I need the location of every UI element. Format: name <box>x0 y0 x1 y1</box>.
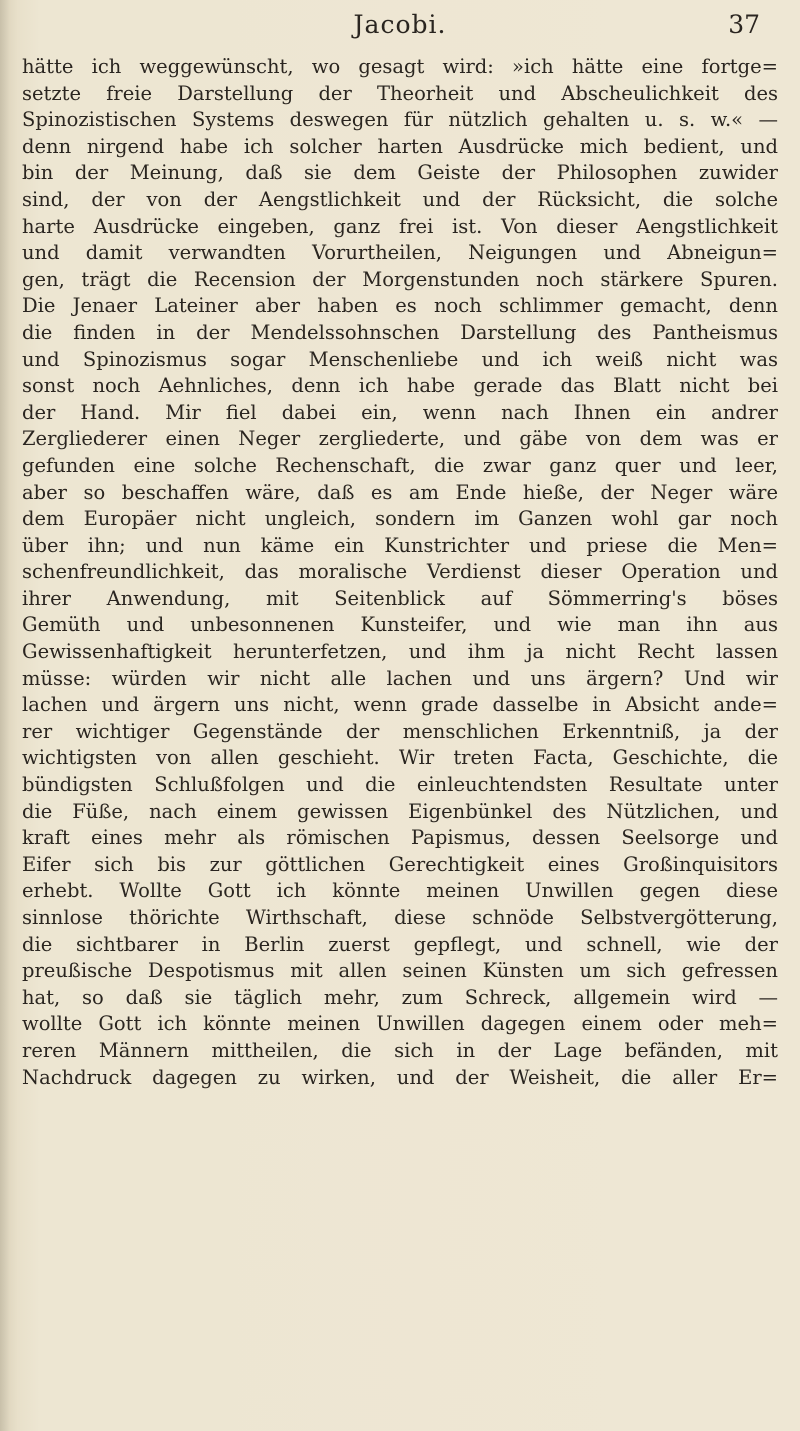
text-line: müsse: würden wir nicht alle lachen und uns ärgern? Und wir <box>22 666 778 690</box>
text-line: Nachdruck dagegen zu wirken, und der Weisheit, die aller Er= <box>22 1065 778 1089</box>
text-line: wollte Gott ich könnte meinen Unwillen dagegen einem oder meh= <box>22 1012 778 1036</box>
text-line: die sichtbarer in Berlin zuerst gepflegt, und schnell, wie der <box>22 932 778 956</box>
gutter-shadow <box>0 0 10 1431</box>
text-line: die finden in der Mendelssohnschen Darstellung des Pantheismus <box>22 320 778 344</box>
text-line: hat, so daß sie täglich mehr, zum Schreck, allgemein wird — <box>22 985 778 1009</box>
running-title: Jacobi. <box>353 10 447 39</box>
text-line: die Füße, nach einem gewissen Eigenbünkel des Nützlichen, und <box>22 799 778 823</box>
text-line: preußische Despotismus mit allen seinen Künsten um sich gefressen <box>22 959 778 983</box>
text-line: gefunden eine solche Rechenschaft, die zwar ganz quer und leer, <box>22 453 778 477</box>
text-line: und damit verwandten Vorurtheilen, Neigungen und Abneigun= <box>22 241 778 265</box>
text-line: sind, der von der Aengstlichkeit und der Rücksicht, die solche <box>22 187 778 211</box>
text-line: aber so beschaffen wäre, daß es am Ende hieße, der Neger wäre <box>22 480 778 504</box>
text-line: Gemüth und unbesonnenen Kunsteifer, und wie man ihn aus <box>22 613 778 637</box>
text-line: bündigsten Schlußfolgen und die einleuchtendsten Resultate unter <box>22 773 778 797</box>
text-line: setzte freie Darstellung der Theorheit und Abscheulichkeit des <box>22 81 778 105</box>
text-line: sonst noch Aehnliches, denn ich habe gerade das Blatt nicht bei <box>22 374 778 398</box>
text-line: wichtigsten von allen geschieht. Wir treten Facta, Geschichte, die <box>22 746 778 770</box>
text-line: Spinozistischen Systems deswegen für nützlich gehalten u. s. w.« — <box>22 108 778 132</box>
text-line: Zergliederer einen Neger zergliederte, und gäbe von dem was er <box>22 427 778 451</box>
text-line: sinnlose thörichte Wirthschaft, diese schnöde Selbstvergötterung, <box>22 906 778 929</box>
text-line: Die Jenaer Lateiner aber haben es noch schlimmer gemacht, denn <box>22 294 778 318</box>
text-line: bin der Meinung, daß sie dem Geiste der Philosophen zuwider <box>22 161 778 185</box>
text-line: harte Ausdrücke eingeben, ganz frei ist. Von dieser Aengstlichkeit <box>22 214 778 238</box>
body-text <box>22 54 778 1091</box>
text-line: Gewissenhaftigkeit herunterfetzen, und ihm ja nicht Recht lassen <box>22 640 778 664</box>
text-line: reren Männern mittheilen, die sich in der Lage befänden, mit <box>22 1038 778 1062</box>
text-line: gen, trägt die Recension der Morgenstunden noch stärkere Spuren. <box>22 267 778 291</box>
text-line: erhebt. Wollte Gott ich könnte meinen Unwillen gegen diese <box>22 879 778 903</box>
text-line: ihrer Anwendung, mit Seitenblick auf Sömmerring's böses <box>22 586 778 610</box>
text-line: Eifer sich bis zur göttlichen Gerechtigkeit eines Großinquisitors <box>22 852 778 876</box>
running-head <box>0 6 800 42</box>
text-line: über ihn; und nun käme ein Kunstrichter und priese die Men= <box>22 533 778 557</box>
text-line: schenfreundlichkeit, das moralische Verdienst dieser Operation und <box>22 560 778 584</box>
text-line: kraft eines mehr als römischen Papismus, dessen Seelsorge und <box>22 826 778 850</box>
page-number: 37 <box>728 10 760 39</box>
text-line: denn nirgend habe ich solcher harten Ausdrücke mich bedient, und <box>22 134 778 158</box>
text-line: rer wichtiger Gegenstände der menschlichen Erkenntniß, ja der <box>22 719 778 743</box>
text-line: der Hand. Mir fiel dabei ein, wenn nach Ihnen ein andrer <box>22 400 778 424</box>
text-line: hätte ich weggewünscht, wo gesagt wird: »ich hätte eine fortge= <box>22 55 778 78</box>
text-line: und Spinozismus sogar Menschenliebe und ich weiß nicht was <box>22 347 778 371</box>
text-line: dem Europäer nicht ungleich, sondern im Ganzen wohl gar noch <box>22 507 778 531</box>
text-line: lachen und ärgern uns nicht, wenn grade dasselbe in Absicht ande= <box>22 693 778 717</box>
